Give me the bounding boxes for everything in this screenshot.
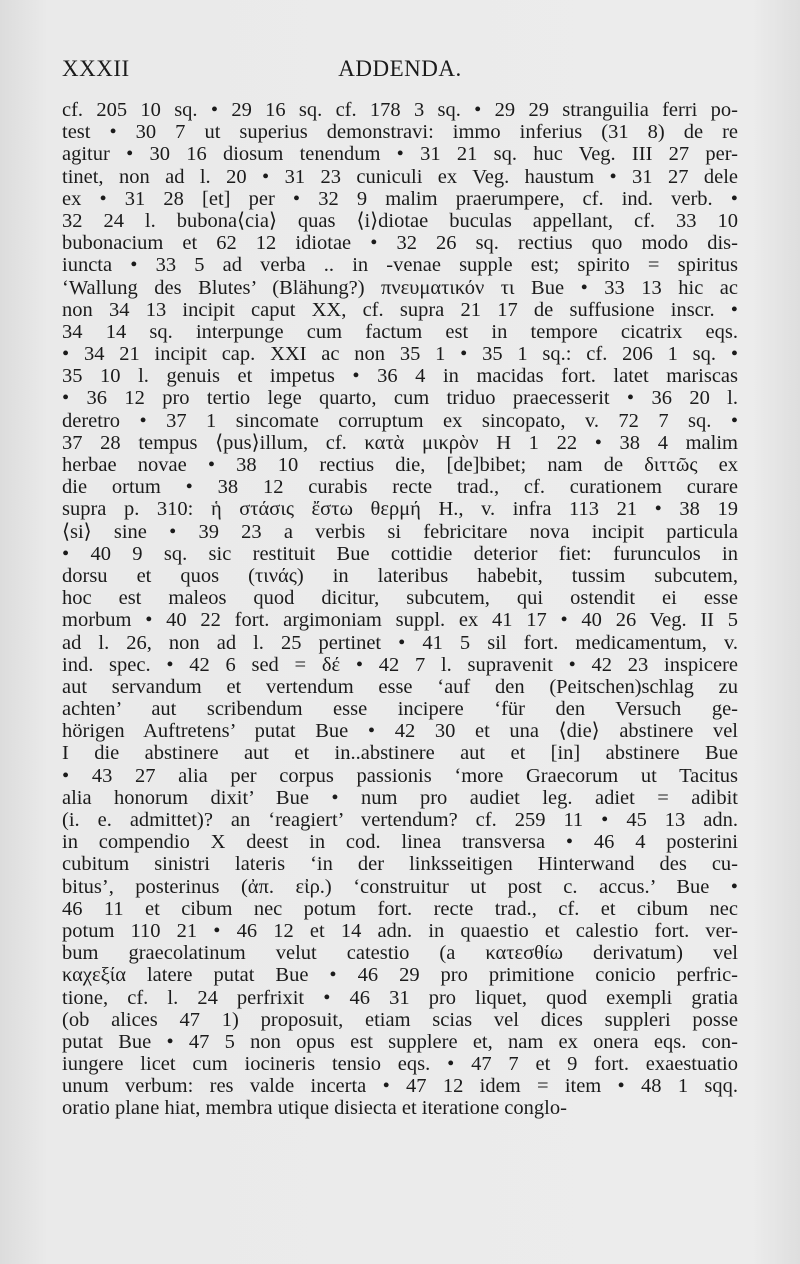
text-line: hörigen Auftretens’ putat Bue • 42 30 et una ⟨die⟩ abstinere vel — [62, 720, 738, 743]
text-line: ind. spec. • 42 6 sed = δέ • 42 7 l. supravenit • 42 23 inspicere — [62, 653, 738, 676]
text-line: ⟨si⟩ sine • 39 23 a verbis si febricitare nova incipit particula — [62, 520, 738, 543]
text-line: bum graecolatinum velut catestio (a κατεσθίω derivatum) vel — [62, 942, 738, 965]
text-line: 37 28 tempus ⟨pus⟩illum, cf. κατὰ μικρὸν H 1 22 • 38 4 malim — [62, 431, 738, 454]
text-line: bitus’, posterinus (ἀπ. εἰρ.) ‘construitur ut post c. accus.’ Bue • — [62, 875, 738, 898]
text-line: ex • 31 28 [et] per • 32 9 malim praerumpere, cf. ind. verb. • — [62, 187, 738, 210]
text-line: (i. e. admittet)? an ‘reagiert’ vertendum? cf. 259 11 • 45 13 adn. — [62, 809, 738, 831]
text-line: (ob alices 47 1) proposuit, etiam scias vel dices suppleri posse — [62, 1008, 738, 1031]
text-line: agitur • 30 16 diosum tenendum • 31 21 sq. huc Veg. III 27 per- — [62, 143, 738, 166]
text-line: in compendio X deest in cod. linea transversa • 46 4 posterini — [62, 831, 738, 854]
text-line: tione, cf. l. 24 perfrixit • 46 31 pro liquet, quod exempli gratia — [62, 986, 738, 1009]
text-line: • 36 12 pro tertio lege quarto, cum triduo praecesserit • 36 20 l. — [62, 387, 738, 410]
text-line: bubonacium et 62 12 idiotae • 32 26 sq. rectius quo modo dis- — [62, 232, 738, 255]
text-line: putat Bue • 47 5 non opus est supplere et, nam ex onera eqs. con- — [62, 1030, 738, 1053]
text-line: achten’ aut scribendum esse incipere ‘für den Versuch ge- — [62, 698, 738, 721]
text-line: herbae novae • 38 10 rectius die, [de]bibet; nam de διττῶς ex — [62, 454, 738, 476]
text-line: alia honorum dixit’ Bue • num pro audiet leg. adiet = adibit — [62, 786, 738, 809]
text-line: • 43 27 alia per corpus passionis ‘more Graecorum ut Tacitus — [62, 764, 738, 787]
text-line: • 40 9 sq. sic restituit Bue cottidie deterior fiet: furunculos in — [62, 542, 738, 565]
text-line: dorsu et quos (τινάς) in lateribus habebit, tussim subcutem, — [62, 564, 738, 587]
text-line: 32 24 l. bubona⟨cia⟩ quas ⟨i⟩diotae buculas appellant, cf. 33 10 — [62, 209, 738, 232]
text-line: test • 30 7 ut superius demonstravi: immo inferius (31 8) de re — [62, 121, 738, 144]
text-line: oratio plane hiat, membra utique disiecta et iteratione conglo- — [62, 1097, 567, 1120]
faint-stamp — [505, 1212, 625, 1230]
text-line: hoc est maleos quod dicitur, subcutem, qui ostendit ei esse — [62, 587, 738, 610]
text-line: cf. 205 10 sq. • 29 16 sq. cf. 178 3 sq. • 29 29 stranguilia ferri po- — [62, 99, 738, 121]
text-line: morbum • 40 22 fort. argimoniam suppl. ex 41 17 • 40 26 Veg. II 5 — [62, 609, 738, 632]
text-line: ‘Wallung des Blutes’ (Blähung?) πνευματικόν τι Bue • 33 13 hic ac — [62, 276, 738, 299]
text-line: καχεξία latere putat Bue • 46 29 pro primitione conicio perfric- — [62, 964, 738, 987]
page-title: ADDENDA. — [338, 56, 462, 81]
text-line: die ortum • 38 12 curabis recte trad., cf. curationem curare — [62, 476, 738, 499]
text-line: cubitum sinistri lateris ‘in der linksseitigen Hinterwand des cu- — [62, 853, 738, 876]
text-line: iungere licet cum iocineris tensio eqs. • 47 7 et 9 fort. exaestuatio — [62, 1053, 738, 1076]
text-line: tinet, non ad l. 20 • 31 23 cuniculi ex Veg. haustum • 31 27 dele — [62, 165, 738, 188]
page-number: XXXII — [62, 56, 130, 81]
text-line: 35 10 l. genuis et impetus • 36 4 in macidas fort. latet mariscas — [62, 365, 738, 388]
text-line: 34 14 sq. interpunge cum factum est in tempore cicatrix eqs. — [62, 320, 738, 343]
text-line: unum verbum: res valde incerta • 47 12 idem = item • 48 1 sqq. — [62, 1075, 738, 1098]
text-line: 46 11 et cibum nec potum fort. recte trad., cf. et cibum nec — [62, 897, 738, 920]
text-line: deretro • 37 1 sincomate corruptum ex sincopato, v. 72 7 sq. • — [62, 409, 738, 432]
running-header — [62, 56, 738, 86]
text-line: • 34 21 incipit cap. XXI ac non 35 1 • 35 1 sq.: cf. 206 1 sq. • — [62, 343, 738, 366]
addenda-text — [62, 99, 738, 1120]
text-line: aut servandum et vertendum esse ‘auf den (Peitschen)schlag zu — [62, 675, 738, 698]
text-line: non 34 13 incipit caput XX, cf. supra 21 17 de suffusione inscr. • — [62, 298, 738, 321]
text-line: supra p. 310: ἡ στάσις ἔστω θερμή H., v. infra 113 21 • 38 19 — [62, 498, 738, 521]
text-line: iuncta • 33 5 ad verba .. in -venae supple est; spirito = spiritus — [62, 254, 738, 277]
text-line: potum 110 21 • 46 12 et 14 adn. in quaestio et calestio fort. ver- — [62, 919, 738, 942]
text-line: I die abstinere aut et in..abstinere aut et [in] abstinere Bue — [62, 742, 738, 765]
text-line: ad l. 26, non ad l. 25 pertinet • 41 5 sil fort. medicamentum, v. — [62, 631, 738, 654]
